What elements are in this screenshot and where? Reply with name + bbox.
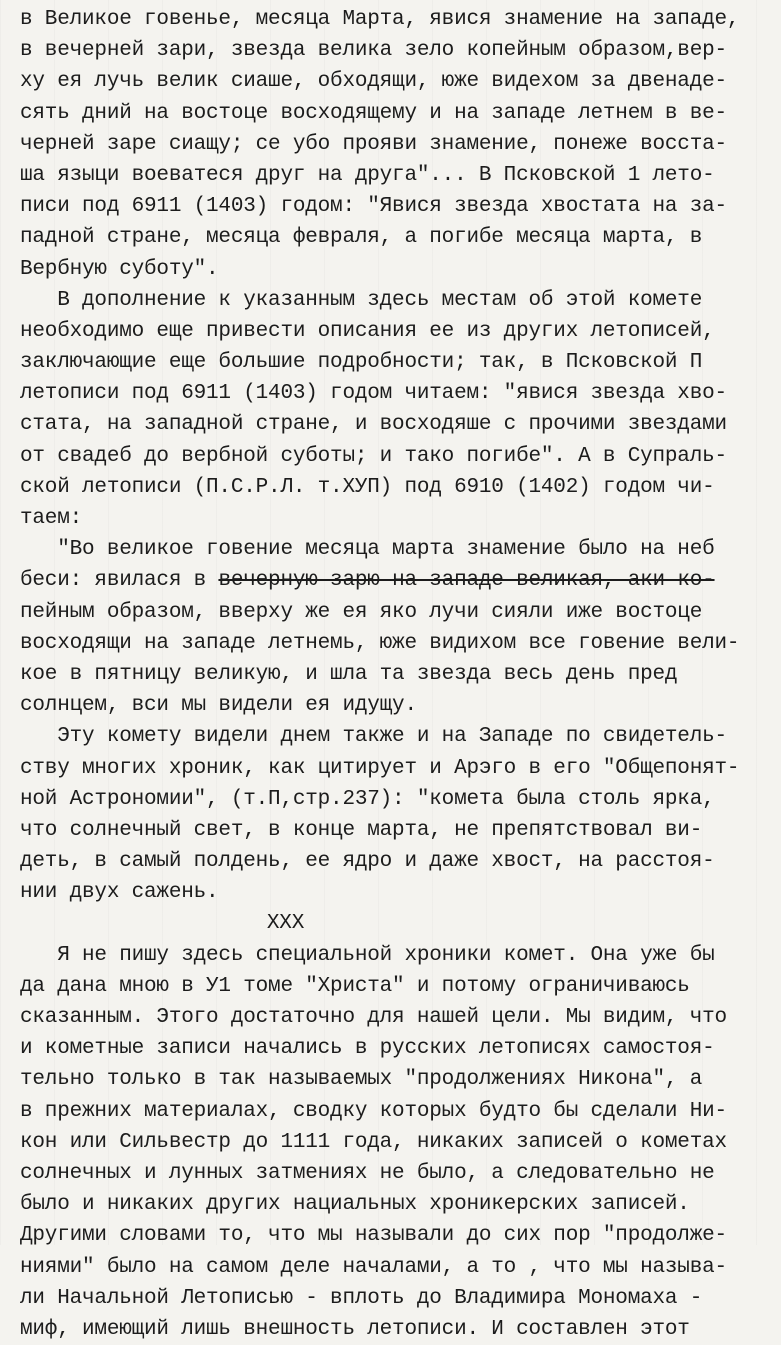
text-line: Я не пишу здесь специальной хроники комет. Она уже бы	[20, 943, 715, 967]
text-line: В дополнение к указанным здесь местам об этой комете	[20, 288, 703, 312]
text-line: черней заре сиащу; се убо прояви знамение, понеже восста-	[20, 132, 727, 156]
text-line: стата, на западной стране, и восходяше с прочими звездами	[20, 413, 727, 437]
text-line: кое в пятницу великую, и шла та звезда весь день пред	[20, 662, 678, 686]
text-line: ниями" было на самом деле началами, а то , что мы называ-	[20, 1255, 727, 1279]
text-line: Эту комету видели днем также и на Западе по свидетель-	[20, 725, 727, 749]
text-line: от свадеб до вербной суботы; и тако погибе". А в Супраль-	[20, 444, 727, 468]
text-line: восходящи на западе летнемь, юже видихом все говение вели-	[20, 631, 740, 655]
text-line: ху ея лучь велик сиаше, обходящи, юже видехом за двенаде-	[20, 70, 727, 94]
text-line: писи под 6911 (1403) годом: "Явися звезда хвостата на за-	[20, 195, 727, 219]
text-line: кон или Сильвестр до 1111 года, никаких записей о кометах	[20, 1130, 727, 1154]
text-line: ской летописи (П.С.Р.Л. т.ХУП) под 6910 (1402) годом чи-	[20, 475, 715, 499]
text-line: заключающие еще большие подробности; так, в Псковской П	[20, 351, 703, 375]
struck-text: вечерную зарю на западе великая, аки ко-	[218, 569, 715, 593]
text-line: в вечерней зари, звезда велика зело копейным образом,вер-	[20, 39, 727, 63]
text-line: солнцем, вси мы видели ея идущу.	[20, 694, 417, 718]
text-line: и кометные записи начались в русских летописях самостоя-	[20, 1037, 715, 1061]
section-separator: XXX	[266, 912, 305, 936]
text-line: ству многих хроник, как цитирует и Арэго в его "Общепонят-	[20, 756, 740, 780]
text-line: деть, в самый полдень, ее ядро и даже хвост, на расстоя-	[20, 850, 715, 874]
text-line: сять дний на востоце восходящему и на западе летнем в ве-	[20, 101, 727, 125]
text-segment: беси: явилася в	[20, 569, 219, 593]
text-line: что солнечный свет, в конце марта, не препятствовал ви-	[20, 818, 703, 842]
text-line: миф, имеющий лишь внешность летописи. И составлен этот	[20, 1317, 690, 1341]
text-line: ли Начальной Летописью - вплоть до Владимира Мономаха -	[20, 1286, 703, 1310]
text-line: Вербную суботу".	[20, 257, 219, 281]
text-line: тельно только в так называемых "продолжениях Никона", а	[20, 1068, 703, 1092]
text-line: Другими словами то, что мы называли до сих пор "продолже-	[20, 1224, 727, 1248]
text-line: пейным образом, вверху же ея яко лучи сияли иже востоце	[20, 600, 703, 624]
text-line: нии двух сажень.	[20, 881, 219, 905]
text-line: сказанным. Этого достаточно для нашей цели. Мы видим, что	[20, 1006, 727, 1029]
text-line: ной Астрономии", (т.П,стр.237): "комета была столь ярка,	[20, 787, 715, 811]
text-line: в Великое говенье, месяца Марта, явися знамение на западе,	[20, 8, 740, 31]
text-line: летописи под 6911 (1403) годом читаем: "явися звезда хво-	[20, 382, 727, 406]
text-line: в прежних материалах, сводку которых будто бы сделали Ни-	[20, 1099, 727, 1123]
text-line: солнечных и лунных затмениях не было, а следовательно не	[20, 1161, 715, 1185]
text-line: "Во великое говение месяца марта знамение было на неб	[20, 538, 715, 562]
text-line: падной стране, месяца февраля, а погибе месяца марта, в	[20, 226, 703, 250]
text-line	[20, 565, 771, 596]
text-line: ша языци воеватеся друг на друга"... В Псковской 1 лето-	[20, 163, 715, 187]
text-line: да дана мною в У1 томе "Христа" и потому ограничиваюсь	[20, 974, 690, 998]
text-line: таем:	[20, 507, 83, 530]
text-line: было и никаких других нациальных хроникерских записей.	[20, 1193, 690, 1217]
text-line: необходимо еще привести описания ее из других летописей,	[20, 319, 715, 343]
